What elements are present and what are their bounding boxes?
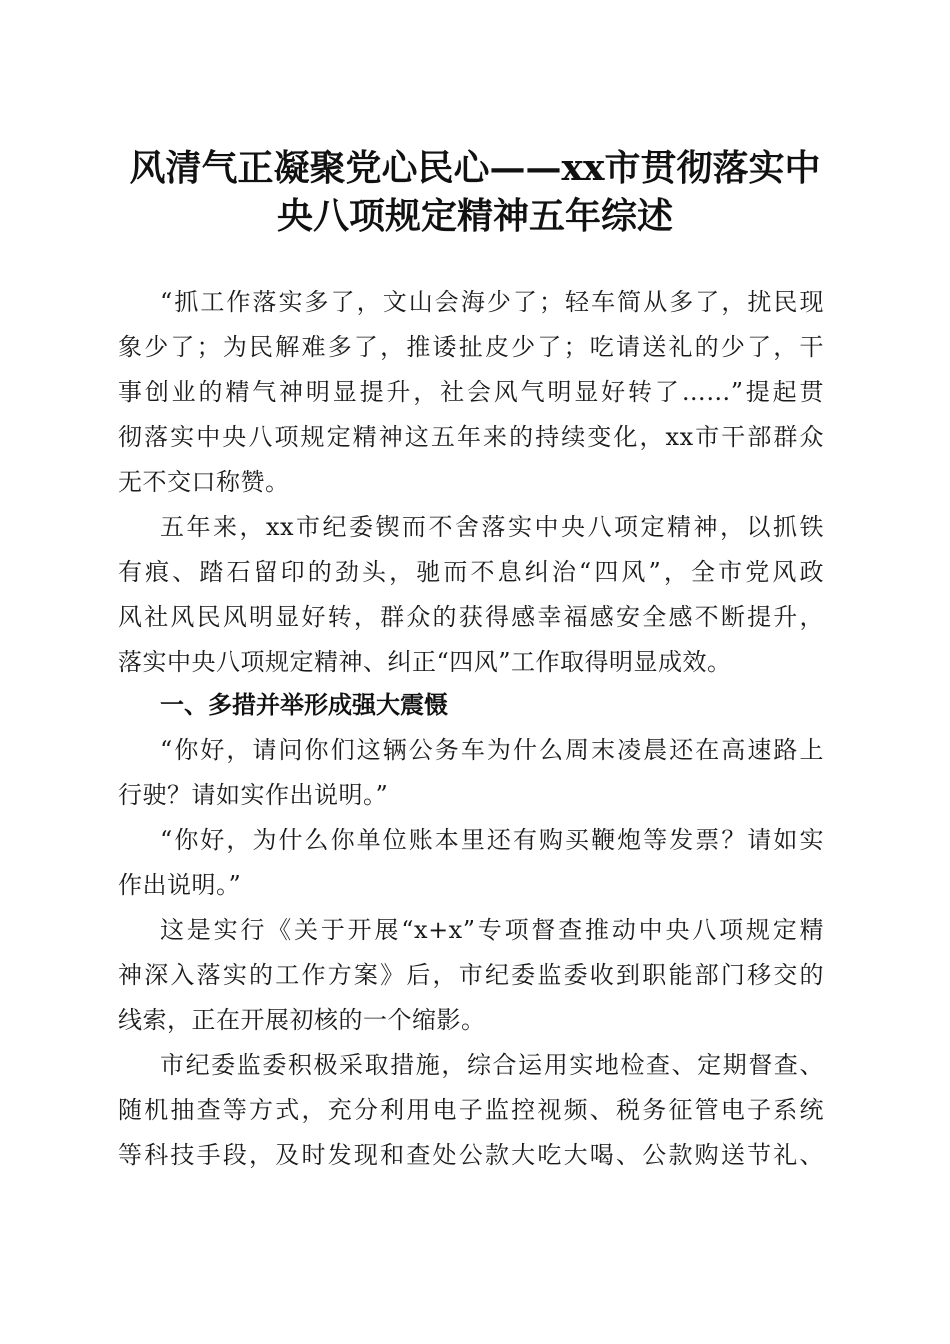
paragraph-1-line-2: 象少了；为民解难多了，推诿扯皮少了；吃请送礼的少了，干 (118, 333, 824, 361)
paragraph-5-line-3: 线索，正在开展初核的一个缩影。 (118, 1006, 486, 1034)
paragraph-2-line-4: 落实中央八项规定精神、纠正“四风”工作取得明显成效。 (118, 648, 732, 676)
paragraph-1-line-3: 事创业的精气神明显提升，社会风气明显好转了……”提起贯 (118, 378, 824, 406)
section-heading: 一、多措并举形成强大震慑 (160, 691, 448, 719)
paragraph-2-line-2: 有痕、踏石留印的劲头，驰而不息纠治“四风”，全市党风政 (118, 558, 824, 586)
paragraph-6-line-3: 等科技手段，及时发现和查处公款大吃大喝、公款购送节礼、 (118, 1141, 824, 1169)
paragraph-3-line-1: “你好，请问你们这辆公务车为什么周末凌晨还在高速路上 (160, 736, 824, 764)
paragraph-1-line-1: “抓工作落实多了，文山会海少了；轻车简从多了，扰民现 (160, 288, 824, 316)
paragraph-1-line-4: 彻落实中央八项规定精神这五年来的持续变化，xx市干部群众 (118, 423, 824, 451)
paragraph-6-line-1: 市纪委监委积极采取措施，综合运用实地检查、定期督查、 (160, 1051, 824, 1079)
paragraph-5-line-1: 这是实行《关于开展“x+x”专项督查推动中央八项规定精 (160, 916, 824, 944)
paragraph-4-line-2: 作出说明。” (118, 871, 242, 899)
paragraph-2-line-1: 五年来，xx市纪委锲而不舍落实中央八项定精神，以抓铁 (160, 513, 824, 541)
paragraph-2-line-3: 风社风民风明显好转，群众的获得感幸福感安全感不断提升， (118, 603, 824, 631)
paragraph-4-line-1: “你好，为什么你单位账本里还有购买鞭炮等发票？请如实 (160, 826, 824, 854)
paragraph-3-line-2: 行驶？请如实作出说明。” (118, 781, 389, 809)
paragraph-1-line-5: 无不交口称赞。 (118, 468, 290, 496)
paragraph-6-line-2: 随机抽查等方式，充分利用电子监控视频、税务征管电子系统 (118, 1096, 824, 1124)
paragraph-5-line-2: 神深入落实的工作方案》后，市纪委监委收到职能部门移交的 (118, 961, 824, 989)
title-line-1: 风清气正凝聚党心民心——xx市贯彻落实中 (129, 147, 821, 189)
title-line-2: 央八项规定精神五年综述 (276, 195, 673, 237)
